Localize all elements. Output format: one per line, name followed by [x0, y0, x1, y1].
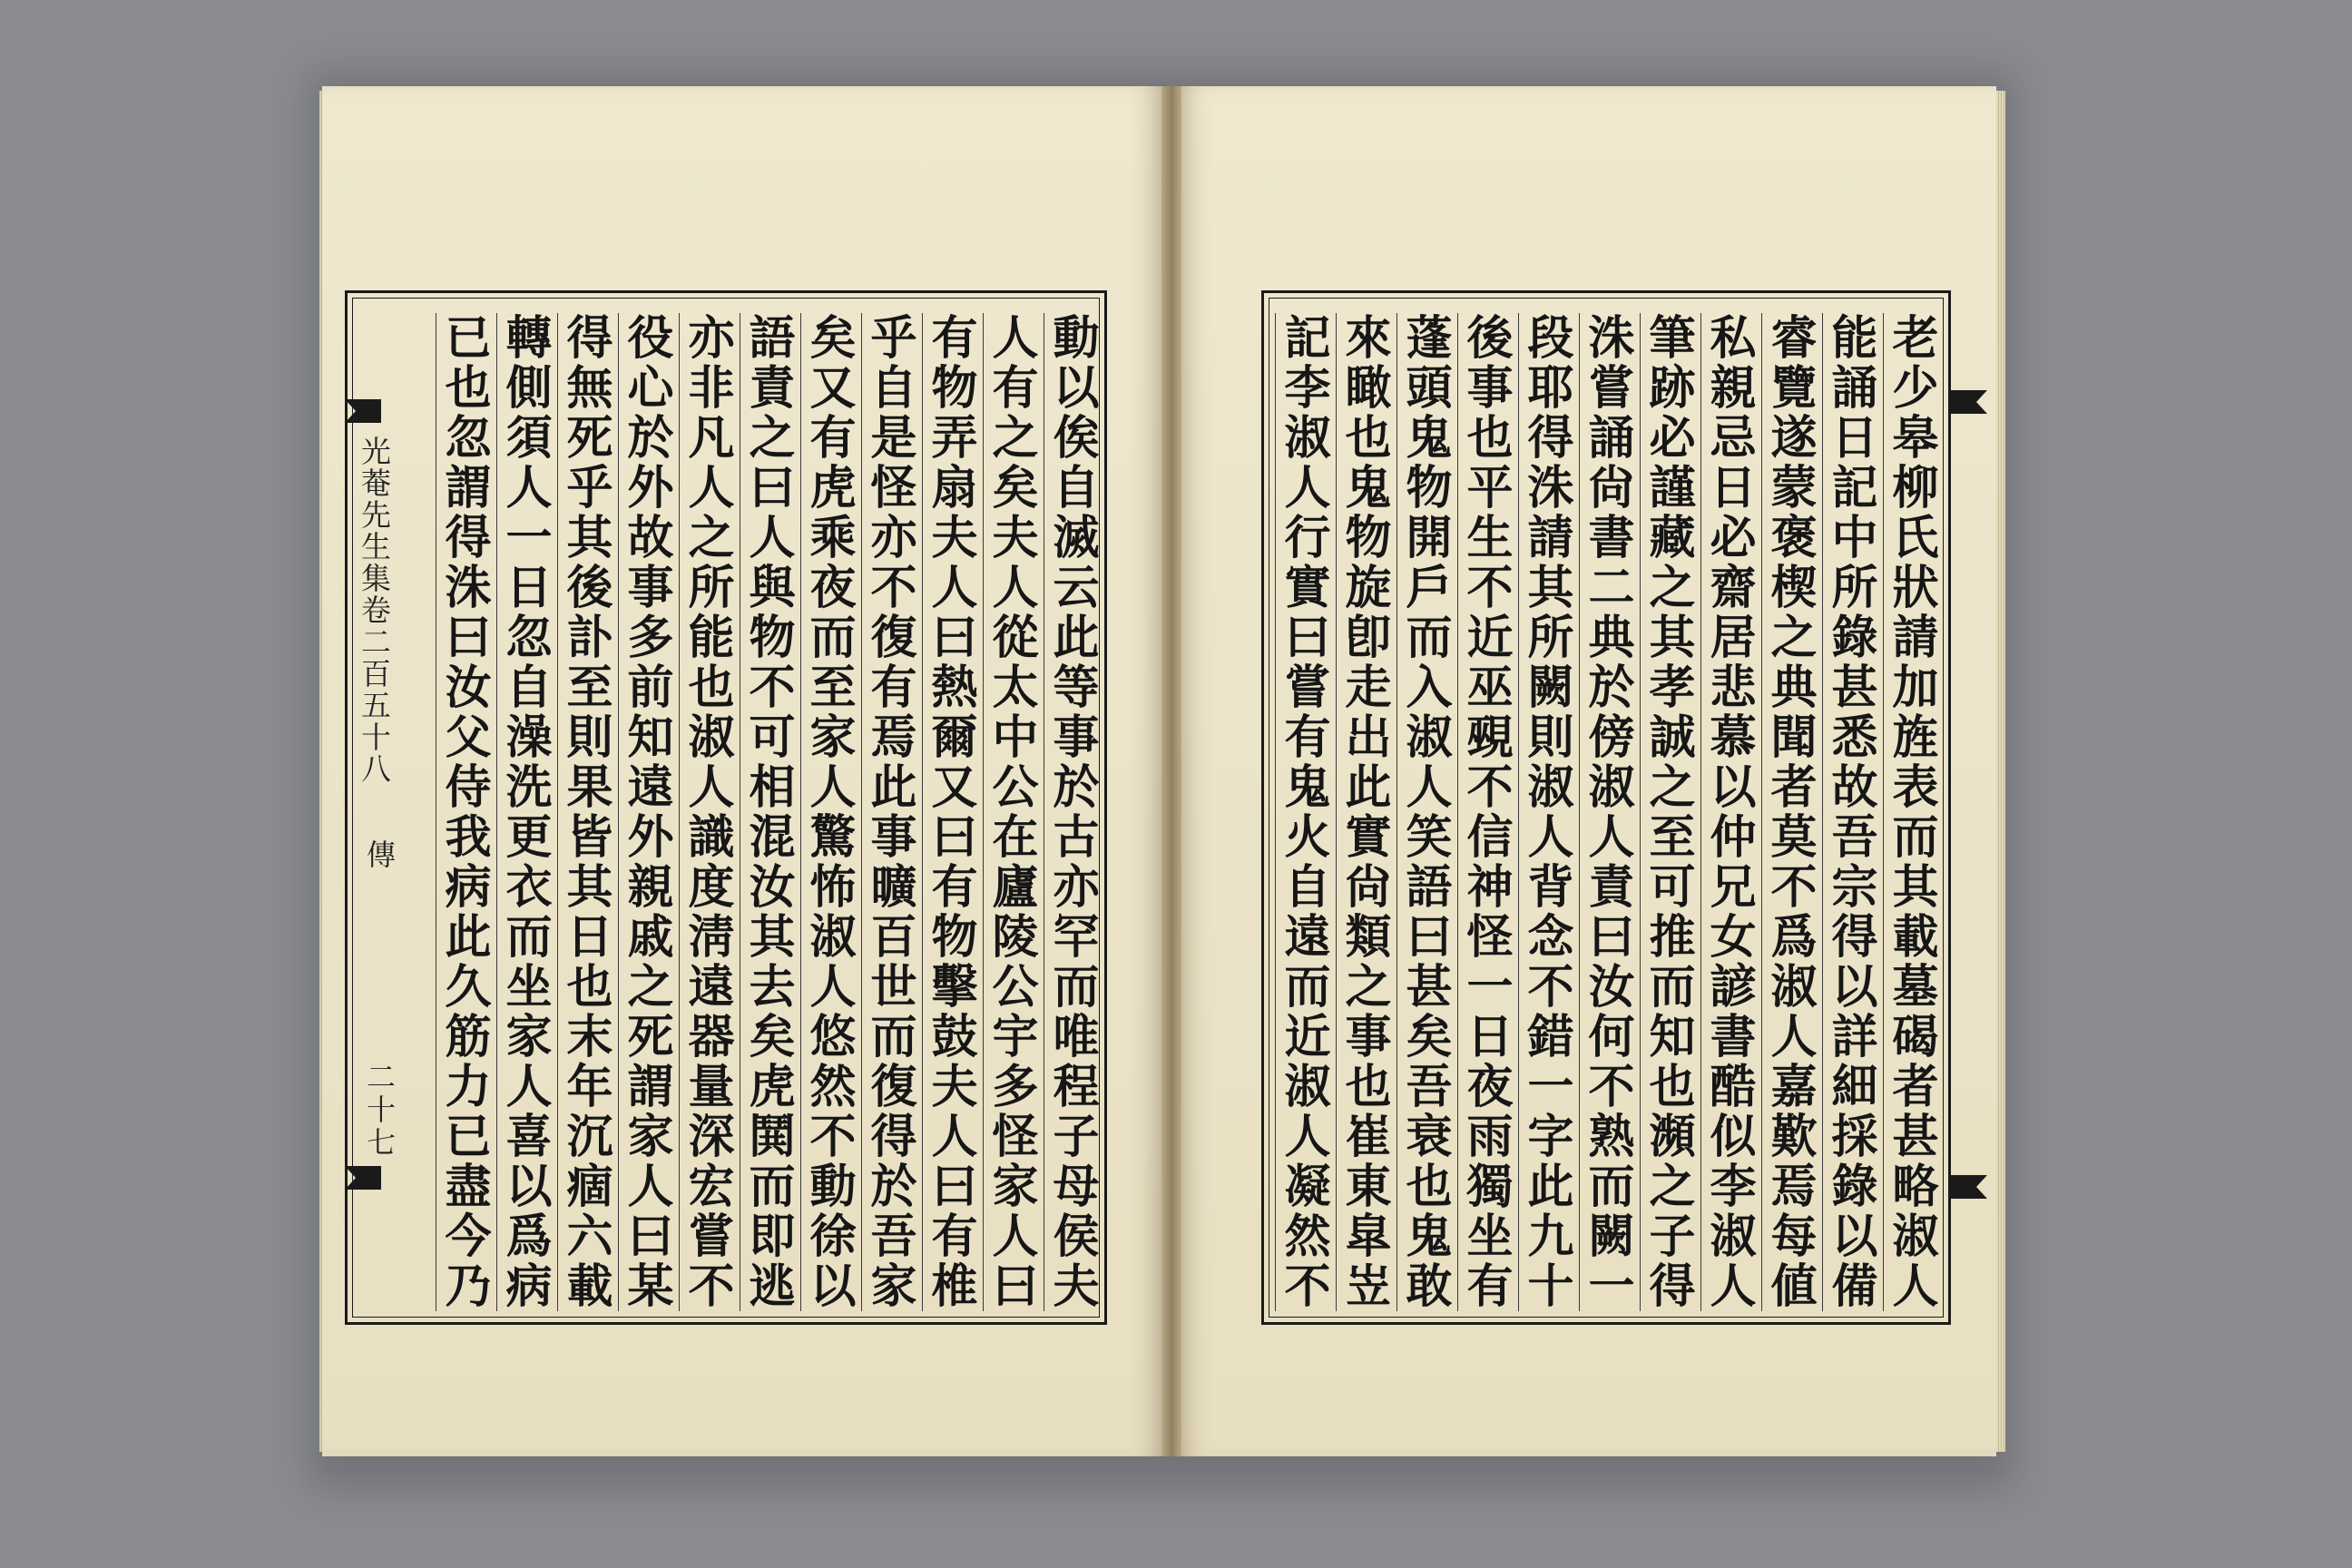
left-column-5: 矣又有虎乘夜而至家人驚怖淑人悠然不動徐以 [801, 313, 856, 1311]
left-column-2: 人有之矣夫人從太中公在廬陵公宇多怪家人曰 [984, 313, 1038, 1311]
right-column-1: 老少皋柳氏狀請加旌表而其載墓碣者甚略淑人 [1884, 313, 1938, 1311]
center-strip-title: 光菴先生集卷二百五十八 [357, 436, 392, 785]
left-column-9: 得無死乎其後訃至則果皆其日也末年沉痼六載 [558, 313, 612, 1311]
right-column-11: 記李淑人行實曰嘗有鬼火自遠而近淑人凝然不 [1276, 313, 1330, 1311]
right-column-3: 睿覽遂蒙褒楔之典聞者莫不爲淑人嘉歎焉每値 [1762, 313, 1817, 1311]
left-column-3: 有物弄扇夫人曰熱爾又曰有物擊鼓夫人曰有椎 [923, 313, 977, 1311]
right-column-4: 私親忌日必齋居悲慕以仲兄女諺書酷似李淑人 [1701, 313, 1756, 1311]
center-strip-page-number: 二十七 [362, 1062, 397, 1160]
left-column-7: 亦非凡人之所能也淑人識度淸遠器量深宏嘗不 [680, 313, 734, 1311]
right-column-2: 能誦日記中所錄甚悉故吾宗得以詳細採錄以備 [1823, 313, 1877, 1311]
right-column-9: 蓬頭鬼物開戶而入淑人笑語曰甚矣吾衰也鬼敢 [1397, 313, 1452, 1311]
left-column-8: 役心於外故事多前知遠外親戚之死謂家人曰某 [619, 313, 673, 1311]
book-gutter [1161, 86, 1181, 1456]
left-column-1: 動以俟自滅云此等事於古亦罕而唯程子母侯夫 [1044, 313, 1099, 1311]
right-column-6: 洙嘗誦尙書二典於傍淑人責曰汝何不熟而闕一 [1580, 313, 1634, 1311]
right-column-7: 段耶得洙請其所闕則淑人背念不錯一字此九十 [1519, 313, 1573, 1311]
right-column-10: 來瞰也鬼物旋卽走出此實尙類之事也崔東皐岦 [1337, 313, 1391, 1311]
right-column-8: 後事也平生不近巫覡不信神怪一日夜雨獨坐有 [1458, 313, 1513, 1311]
center-strip-section: 傳 [362, 839, 397, 868]
left-column-4: 乎自是怪亦不復有焉此事曠百世而復得於吾家 [862, 313, 916, 1311]
left-column-6: 語責之曰人與物不可相混汝其去矣虎鬨而即逃 [740, 313, 795, 1311]
right-column-5: 筆跡必謹藏之其孝誠之至可推而知也瀕之子得 [1641, 313, 1695, 1311]
left-column-10: 轉側須人一日忽自澡洗更衣而坐家人喜以爲病 [497, 313, 552, 1311]
left-column-11: 已也忽謂得洙曰汝父侍我病此久筋力已盡今乃 [436, 313, 491, 1311]
